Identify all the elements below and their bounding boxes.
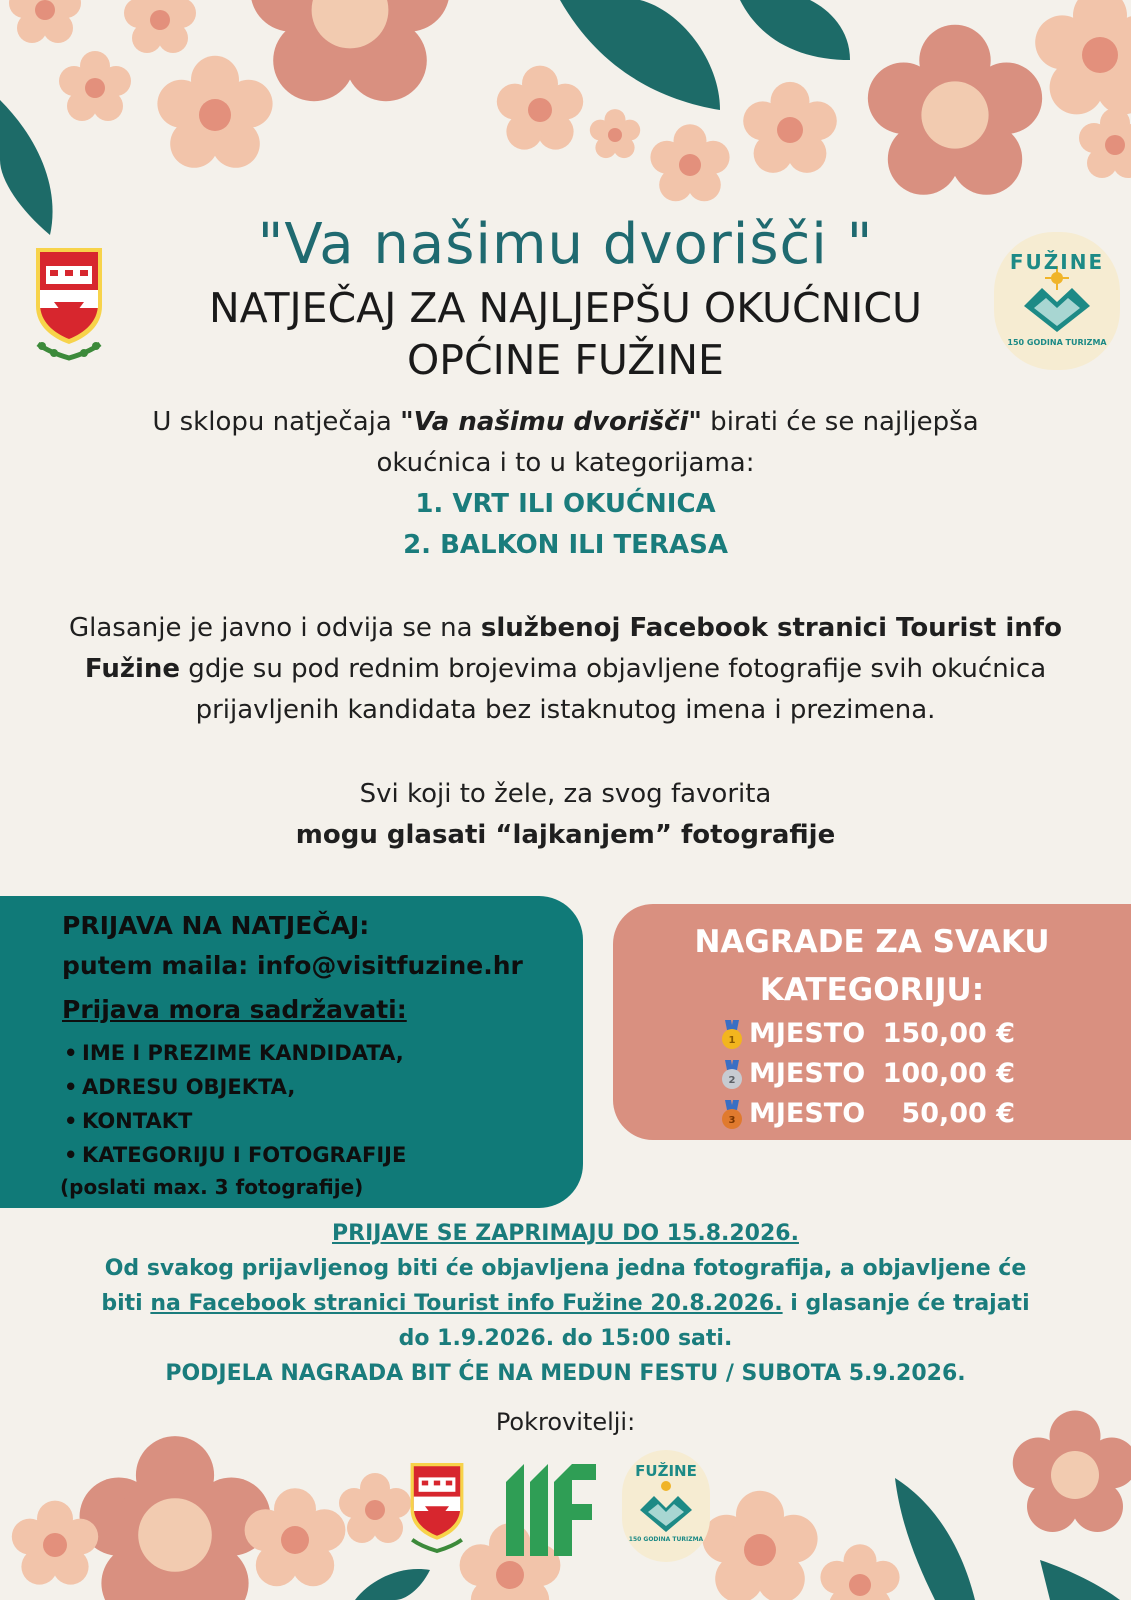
prize-amount: 150,00 € [882, 1018, 1015, 1049]
prize-row-2 [613, 1054, 1131, 1094]
favorite-line-2: mogu glasati “lajkanjem” fotografije [295, 820, 836, 850]
prize-row-3 [613, 1094, 1131, 1134]
prize-place: MJESTO [749, 1058, 866, 1089]
footer-line-3-after: i glasanje će trajati [782, 1291, 1030, 1316]
footer-line-2: Od svakog prijavljenog biti će objavljena jedna fotografija, a objavljene će [104, 1256, 1027, 1281]
prize-place: MJESTO [749, 1018, 866, 1049]
sponsor-coat-of-arms-logo [401, 1458, 473, 1556]
application-note: (poslati max. 3 fotografije) [60, 1175, 364, 1199]
fuzine-logo-word: FUŽINE [1009, 250, 1105, 274]
prize-place: MJESTO [749, 1098, 866, 1129]
gold-medal-icon [719, 1020, 745, 1050]
sponsors-label: Pokrovitelji: [495, 1408, 636, 1436]
svg-text:1: 1 [728, 1035, 736, 1046]
application-item: • KONTAKT [62, 1104, 583, 1138]
footer-info [0, 1216, 1131, 1391]
intro-line-1 [0, 402, 1131, 443]
category-2: 2. BALKON ILI TERASA [403, 530, 728, 560]
sponsor-fuzine-logo [622, 1450, 710, 1562]
intro-after: birati će se najljepša [701, 407, 979, 437]
deadline-text: PRIJAVE SE ZAPRIMAJU DO 15.8.2026. [332, 1221, 799, 1246]
footer-line-3-before: biti [101, 1291, 151, 1316]
application-email: putem maila: info@visitfuzine.hr [62, 951, 523, 980]
silver-medal-icon [719, 1060, 745, 1090]
voting-before: Glasanje je javno i odvija se na [69, 613, 481, 643]
application-item: • ADRESU OBJEKTA, [62, 1070, 583, 1104]
voting-after: gdje su pod rednim brojevima objavljene fotografije svih okućnica prijavljenih kandidata bez istaknutog imena i prezimena. [180, 654, 1047, 725]
application-must-contain: Prijava mora sadržavati: [62, 995, 407, 1024]
footer-line-4: do 1.9.2026. do 15:00 sati. [398, 1326, 733, 1351]
facebook-page-date: na Facebook stranici Tourist info Fužine 20.8.2026. [150, 1291, 783, 1316]
contest-name: "Va našimu dvorišči" [400, 407, 702, 437]
svg-text:2: 2 [728, 1075, 736, 1086]
sponsor-fuzine-subtitle: 150 GODINA TURIZMA [628, 1536, 704, 1543]
svg-text:3: 3 [728, 1115, 736, 1126]
application-items [62, 1036, 583, 1172]
prize-amount: 50,00 € [901, 1098, 1015, 1129]
footer-line-3 [0, 1286, 1131, 1321]
intro-text [0, 402, 1131, 566]
favorite-text [0, 774, 1131, 856]
fuzine-logo-subtitle: 150 GODINA TURIZMA [1007, 338, 1107, 347]
title-main [0, 282, 1131, 386]
prize-row-1 [613, 1014, 1131, 1054]
prizes-heading-1: NAGRADE ZA SVAKU [694, 924, 1050, 960]
award-ceremony-text: PODJELA NAGRADA BIT ĆE NA MEDUN FESTU / SUBOTA 5.9.2026. [165, 1361, 966, 1386]
bronze-medal-icon [719, 1100, 745, 1130]
application-item: • KATEGORIJU I FOTOGRAFIJE [62, 1138, 583, 1172]
prizes-heading-2: KATEGORIJU: [759, 972, 985, 1008]
title-line-2: OPĆINE FUŽINE [407, 336, 724, 384]
title-script: "Va našimu dvorišči " [257, 212, 874, 277]
title-line-1: NATJEČAJ ZA NAJLJEPŠU OKUĆNICU [208, 284, 923, 332]
sponsor-fuzine-word: FUŽINE [635, 1462, 697, 1480]
prize-amount: 100,00 € [882, 1058, 1015, 1089]
prizes-panel [613, 904, 1131, 1140]
sponsor-green-logo [506, 1464, 596, 1556]
intro-line-2: okućnica i to u kategorijama: [376, 448, 755, 478]
application-panel [0, 896, 583, 1208]
application-item: • IME I PREZIME KANDIDATA, [62, 1036, 583, 1070]
application-heading: PRIJAVA NA NATJEČAJ: [62, 911, 370, 940]
voting-facebook-page: službenoj Facebook stranici Tourist info Fužine [84, 613, 1062, 684]
category-1: 1. VRT ILI OKUĆNICA [415, 489, 716, 519]
favorite-line-1: Svi koji to žele, za svog favorita [359, 779, 772, 809]
intro-before: U sklopu natječaja [152, 407, 401, 437]
voting-text [40, 608, 1091, 731]
